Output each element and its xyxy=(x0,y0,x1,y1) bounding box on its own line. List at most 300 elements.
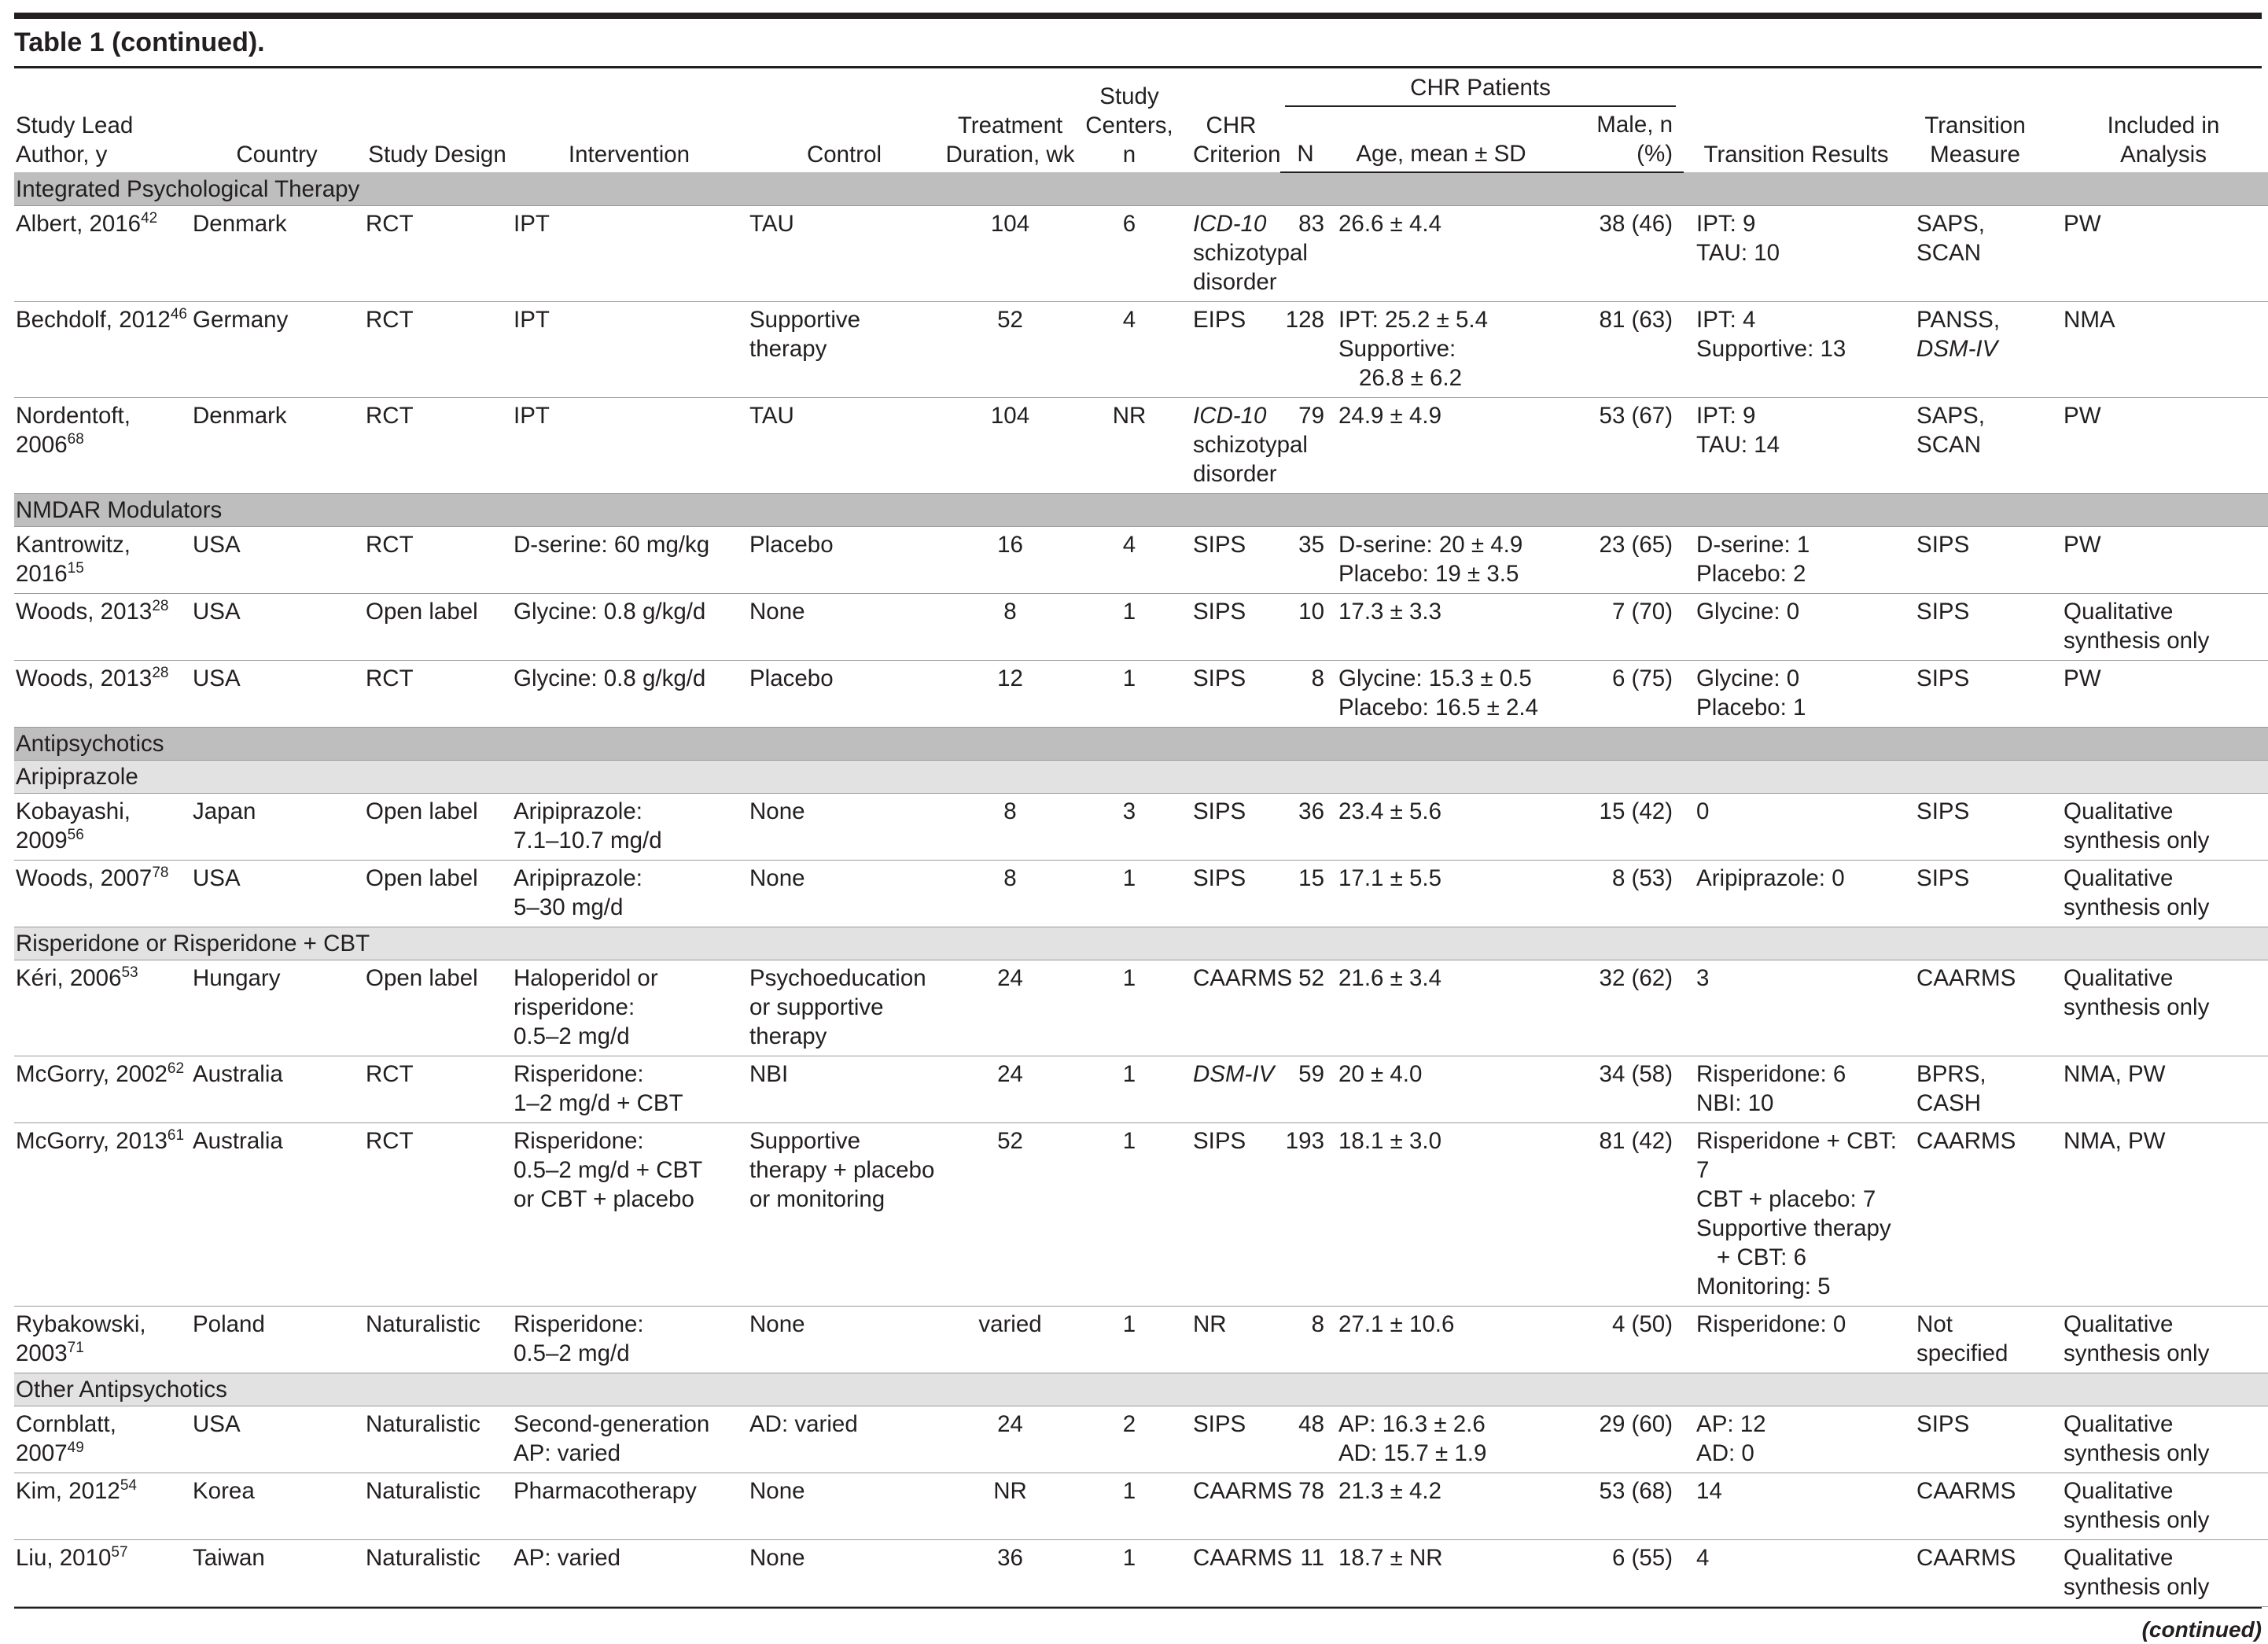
included-cell xyxy=(2042,302,2268,398)
measure-cell xyxy=(1913,302,2042,398)
criterion-italic-line: ICD-10 xyxy=(1193,403,1267,429)
col-centers-header: Study Centers, n xyxy=(1085,83,1173,168)
centers-cell: 2 xyxy=(1081,1406,1182,1473)
control-cell xyxy=(749,206,944,302)
included-cell xyxy=(2042,794,2268,861)
author-text: Cornblatt, 2007 xyxy=(16,1411,116,1466)
n-cell: 79 xyxy=(1280,398,1335,494)
author-cell xyxy=(14,861,193,927)
age-line: 17.3 ± 3.3 xyxy=(1338,599,1442,625)
transition-line: CBT + placebo: 7 xyxy=(1696,1186,1876,1212)
intervention-line: Risperidone: xyxy=(514,1311,644,1337)
country-cell: USA xyxy=(193,527,366,594)
intervention-cell xyxy=(514,206,749,302)
n-cell: 36 xyxy=(1280,794,1335,861)
duration-cell: 8 xyxy=(944,594,1081,661)
measure-line: CAARMS xyxy=(1916,1128,2016,1154)
reference-number: 57 xyxy=(111,1544,128,1561)
criterion-cell xyxy=(1182,1123,1280,1307)
reference-number: 28 xyxy=(152,665,169,682)
reference-number: 68 xyxy=(67,431,84,448)
control-cell xyxy=(749,661,944,728)
control-line: TAU xyxy=(749,403,794,429)
measure-cell xyxy=(1913,1307,2042,1373)
section-header-row xyxy=(14,172,2268,206)
included-line: PW xyxy=(2064,665,2101,691)
measure-cell xyxy=(1913,1123,2042,1307)
age-line: 20 ± 4.0 xyxy=(1338,1061,1423,1087)
criterion-cell xyxy=(1182,527,1280,594)
age-cell xyxy=(1335,960,1552,1056)
control-line: None xyxy=(749,1478,805,1504)
section-header-row xyxy=(14,728,2268,761)
reference-number: 62 xyxy=(167,1060,185,1078)
country-cell: USA xyxy=(193,1406,366,1473)
included-line: PW xyxy=(2064,403,2101,429)
male-cell: 6 (75) xyxy=(1552,661,1684,728)
included-line: NMA, PW xyxy=(2064,1061,2166,1087)
design-cell: Open label xyxy=(366,594,514,661)
included-line: Qualitative xyxy=(2064,798,2174,824)
measure-cell xyxy=(1913,398,2042,494)
n-cell: 193 xyxy=(1280,1123,1335,1307)
control-cell xyxy=(749,960,944,1056)
criterion-line: SIPS xyxy=(1193,599,1246,625)
measure-line: CAARMS xyxy=(1916,1545,2016,1571)
intervention-line: or CBT + placebo xyxy=(514,1186,694,1212)
transition-cell xyxy=(1684,302,1913,398)
col-author-header: Study Lead Author, y xyxy=(16,112,134,168)
control-line: Supportive xyxy=(749,307,861,333)
author-text: Albert, 2016 xyxy=(16,211,142,237)
criterion-line: SIPS xyxy=(1193,532,1246,558)
control-line: None xyxy=(749,1311,805,1337)
age-line: Glycine: 15.3 ± 0.5 xyxy=(1338,665,1532,691)
control-cell xyxy=(749,1123,944,1307)
table-caption: Table 1 (continued). xyxy=(14,27,2262,68)
study-table xyxy=(14,68,2268,1607)
design-cell: Naturalistic xyxy=(366,1473,514,1540)
intervention-line: Haloperidol or xyxy=(514,965,658,991)
age-line: 26.6 ± 4.4 xyxy=(1338,211,1442,237)
transition-line: D-serine: 1 xyxy=(1696,532,1810,558)
n-cell: 59 xyxy=(1280,1056,1335,1123)
centers-cell: 1 xyxy=(1081,1123,1182,1307)
age-cell xyxy=(1335,1123,1552,1307)
col-male-header: Male, n (%) xyxy=(1552,110,1684,172)
measure-line: SIPS xyxy=(1916,532,1970,558)
transition-line: Risperidone: 6 xyxy=(1696,1061,1846,1087)
control-line: None xyxy=(749,1545,805,1571)
transition-line: 14 xyxy=(1696,1478,1722,1504)
transition-line: Glycine: 0 xyxy=(1696,665,1800,691)
intervention-line: 0.5–2 mg/d + CBT xyxy=(514,1157,703,1183)
intervention-line: 5–30 mg/d xyxy=(514,894,624,920)
continued-note: (continued) xyxy=(14,1607,2262,1644)
age-line: 24.9 ± 4.9 xyxy=(1338,403,1442,429)
table-row xyxy=(14,1473,2268,1540)
age-line: 26.8 ± 6.2 xyxy=(1359,365,1463,391)
control-cell xyxy=(749,302,944,398)
intervention-cell xyxy=(514,861,749,927)
measure-cell xyxy=(1913,794,2042,861)
male-cell: 23 (65) xyxy=(1552,527,1684,594)
measure-line: BPRS, xyxy=(1916,1061,1986,1087)
table-body xyxy=(14,172,2268,1607)
table-row xyxy=(14,206,2268,302)
male-cell: 34 (58) xyxy=(1552,1056,1684,1123)
included-line: Qualitative xyxy=(2064,1311,2174,1337)
intervention-cell xyxy=(514,1056,749,1123)
country-cell: Hungary xyxy=(193,960,366,1056)
included-cell xyxy=(2042,1473,2268,1540)
control-cell xyxy=(749,1540,944,1607)
design-cell: RCT xyxy=(366,1056,514,1123)
male-cell: 81 (63) xyxy=(1552,302,1684,398)
transition-cell xyxy=(1684,1307,1913,1373)
included-cell xyxy=(2042,960,2268,1056)
measure-cell xyxy=(1913,206,2042,302)
intervention-cell xyxy=(514,1540,749,1607)
centers-cell: 1 xyxy=(1081,1473,1182,1540)
control-line: None xyxy=(749,599,805,625)
intervention-cell xyxy=(514,527,749,594)
included-line: Qualitative xyxy=(2064,865,2174,891)
centers-cell: 1 xyxy=(1081,1540,1182,1607)
n-cell: 8 xyxy=(1280,1307,1335,1373)
reference-number: 28 xyxy=(152,598,169,615)
transition-line: IPT: 9 xyxy=(1696,403,1756,429)
design-cell: RCT xyxy=(366,661,514,728)
measure-cell xyxy=(1913,861,2042,927)
male-cell: 6 (55) xyxy=(1552,1540,1684,1607)
intervention-line: AP: varied xyxy=(514,1545,621,1571)
transition-line: AP: 12 xyxy=(1696,1411,1766,1437)
included-line: Qualitative xyxy=(2064,1411,2174,1437)
criterion-line: disorder xyxy=(1193,461,1277,487)
criterion-line: schizotypal xyxy=(1193,240,1308,266)
n-cell: 128 xyxy=(1280,302,1335,398)
intervention-line: IPT xyxy=(514,211,550,237)
design-cell: RCT xyxy=(366,527,514,594)
criterion-cell xyxy=(1182,1056,1280,1123)
col-criterion-header: CHR Criterion xyxy=(1193,112,1281,168)
duration-cell: 12 xyxy=(944,661,1081,728)
duration-cell: 8 xyxy=(944,794,1081,861)
subsection-label: Risperidone or Risperidone + CBT xyxy=(14,927,2268,960)
intervention-line: 0.5–2 mg/d xyxy=(514,1023,630,1049)
transition-cell xyxy=(1684,398,1913,494)
male-cell: 7 (70) xyxy=(1552,594,1684,661)
author-cell xyxy=(14,1056,193,1123)
included-cell xyxy=(2042,594,2268,661)
male-cell: 15 (42) xyxy=(1552,794,1684,861)
control-line: None xyxy=(749,798,805,824)
criterion-cell xyxy=(1182,398,1308,494)
centers-cell: 1 xyxy=(1081,1307,1182,1373)
included-line: Qualitative xyxy=(2064,965,2174,991)
country-cell: Australia xyxy=(193,1123,366,1307)
author-cell xyxy=(14,1473,193,1540)
measure-cell xyxy=(1913,960,2042,1056)
age-line: Placebo: 19 ± 3.5 xyxy=(1338,561,1519,587)
measure-line: PANSS, xyxy=(1916,307,2001,333)
measure-italic-line: DSM-IV xyxy=(1916,336,1998,362)
control-line: therapy xyxy=(749,1023,827,1049)
included-line: Qualitative xyxy=(2064,1478,2174,1504)
n-cell: 35 xyxy=(1280,527,1335,594)
centers-cell: 1 xyxy=(1081,594,1182,661)
measure-line: SCAN xyxy=(1916,240,1981,266)
intervention-line: risperidone: xyxy=(514,994,635,1020)
author-cell xyxy=(14,794,193,861)
centers-cell: 1 xyxy=(1081,1056,1182,1123)
measure-line: Not xyxy=(1916,1311,1953,1337)
duration-cell: 52 xyxy=(944,1123,1081,1307)
included-cell xyxy=(2042,1123,2268,1307)
centers-cell: 6 xyxy=(1081,206,1182,302)
n-cell: 48 xyxy=(1280,1406,1335,1473)
table-row xyxy=(14,794,2268,861)
criterion-italic-line: ICD-10 xyxy=(1193,211,1267,237)
age-line: Placebo: 16.5 ± 2.4 xyxy=(1338,695,1539,721)
design-cell: Open label xyxy=(366,794,514,861)
centers-cell: 1 xyxy=(1081,960,1182,1056)
section-label: Antipsychotics xyxy=(14,728,2268,761)
control-line: or supportive xyxy=(749,994,884,1020)
criterion-cell xyxy=(1182,794,1280,861)
measure-line: CASH xyxy=(1916,1090,1981,1116)
reference-number: 71 xyxy=(67,1340,84,1357)
age-line: 18.1 ± 3.0 xyxy=(1338,1128,1442,1154)
author-text: Kantrowitz, 2016 xyxy=(16,532,131,587)
duration-cell: 8 xyxy=(944,861,1081,927)
included-cell xyxy=(2042,661,2268,728)
measure-cell xyxy=(1913,1540,2042,1607)
design-cell: RCT xyxy=(366,398,514,494)
intervention-line: 7.1–10.7 mg/d xyxy=(514,828,662,853)
intervention-line: Risperidone: xyxy=(514,1128,644,1154)
country-cell: Denmark xyxy=(193,398,366,494)
country-cell: Taiwan xyxy=(193,1540,366,1607)
criterion-cell xyxy=(1182,1540,1293,1607)
age-line: IPT: 25.2 ± 5.4 xyxy=(1338,307,1489,333)
reference-number: 54 xyxy=(120,1477,137,1495)
author-cell xyxy=(14,1307,193,1373)
transition-line: Monitoring: 5 xyxy=(1696,1274,1831,1299)
transition-line: IPT: 4 xyxy=(1696,307,1756,333)
age-line: 21.6 ± 3.4 xyxy=(1338,965,1442,991)
control-line: therapy + placebo xyxy=(749,1157,935,1183)
author-cell xyxy=(14,527,193,594)
age-cell xyxy=(1335,1307,1552,1373)
table-row xyxy=(14,1406,2268,1473)
intervention-line: Aripiprazole: xyxy=(514,798,642,824)
age-cell xyxy=(1335,206,1552,302)
table-row xyxy=(14,1307,2268,1373)
country-cell: USA xyxy=(193,594,366,661)
intervention-line: Glycine: 0.8 g/kg/d xyxy=(514,599,706,625)
reference-number: 46 xyxy=(170,306,187,323)
n-cell: 15 xyxy=(1280,861,1335,927)
transition-line: Risperidone + CBT: 7 xyxy=(1696,1128,1898,1183)
country-cell: Australia xyxy=(193,1056,366,1123)
table-row xyxy=(14,960,2268,1056)
criterion-line: disorder xyxy=(1193,269,1277,295)
criterion-cell xyxy=(1182,206,1308,302)
criterion-line: SIPS xyxy=(1193,1128,1246,1154)
included-line: PW xyxy=(2064,532,2101,558)
table-row xyxy=(14,398,2268,494)
male-cell: 38 (46) xyxy=(1552,206,1684,302)
centers-cell: 4 xyxy=(1081,302,1182,398)
criterion-line: schizotypal xyxy=(1193,432,1308,458)
duration-cell: 52 xyxy=(944,302,1081,398)
intervention-line: Pharmacotherapy xyxy=(514,1478,697,1504)
subsection-header-row xyxy=(14,761,2268,794)
author-cell xyxy=(14,960,193,1056)
author-text: Woods, 2007 xyxy=(16,865,153,891)
control-line: NBI xyxy=(749,1061,789,1087)
design-cell: Open label xyxy=(366,861,514,927)
col-control-header: Control xyxy=(806,142,882,168)
transition-cell xyxy=(1684,206,1913,302)
intervention-cell xyxy=(514,960,749,1056)
duration-cell: varied xyxy=(944,1307,1081,1373)
country-cell: Poland xyxy=(193,1307,366,1373)
transition-line: 0 xyxy=(1696,798,1710,824)
country-cell: USA xyxy=(193,661,366,728)
age-cell xyxy=(1335,1473,1552,1540)
country-cell: Japan xyxy=(193,794,366,861)
intervention-line: Risperidone: xyxy=(514,1061,644,1087)
transition-cell xyxy=(1684,661,1913,728)
n-cell: 83 xyxy=(1280,206,1335,302)
male-cell: 4 (50) xyxy=(1552,1307,1684,1373)
author-text: Bechdolf, 2012 xyxy=(16,307,171,333)
transition-line: Placebo: 1 xyxy=(1696,695,1806,721)
included-line: synthesis only xyxy=(2064,628,2210,654)
control-cell xyxy=(749,1307,944,1373)
centers-cell: 1 xyxy=(1081,861,1182,927)
included-line: synthesis only xyxy=(2064,994,2210,1020)
transition-cell xyxy=(1684,960,1913,1056)
control-cell xyxy=(749,398,944,494)
measure-line: CAARMS xyxy=(1916,965,2016,991)
age-cell xyxy=(1335,661,1552,728)
criterion-cell xyxy=(1182,1473,1293,1540)
author-text: McGorry, 2002 xyxy=(16,1061,168,1087)
intervention-line: D-serine: 60 mg/kg xyxy=(514,532,710,558)
intervention-cell xyxy=(514,398,749,494)
author-cell xyxy=(14,398,193,494)
included-line: Qualitative xyxy=(2064,1545,2174,1571)
author-text: Kim, 2012 xyxy=(16,1478,120,1504)
measure-line: SIPS xyxy=(1916,865,1970,891)
intervention-cell xyxy=(514,1307,749,1373)
transition-line: Aripiprazole: 0 xyxy=(1696,865,1845,891)
duration-cell: 24 xyxy=(944,960,1081,1056)
transition-cell xyxy=(1684,794,1913,861)
table-page xyxy=(14,13,2262,1644)
control-line: AD: varied xyxy=(749,1411,858,1437)
n-cell: 8 xyxy=(1280,661,1335,728)
age-cell xyxy=(1335,398,1552,494)
included-line: synthesis only xyxy=(2064,1440,2210,1466)
control-cell xyxy=(749,594,944,661)
age-line: D-serine: 20 ± 4.9 xyxy=(1338,532,1523,558)
country-cell: USA xyxy=(193,861,366,927)
control-line: TAU xyxy=(749,211,794,237)
criterion-line: SIPS xyxy=(1193,665,1246,691)
country-cell: Korea xyxy=(193,1473,366,1540)
criterion-line: SIPS xyxy=(1193,798,1246,824)
centers-cell: 4 xyxy=(1081,527,1182,594)
male-cell: 53 (68) xyxy=(1552,1473,1684,1540)
design-cell: Naturalistic xyxy=(366,1307,514,1373)
col-age-header: Age, mean ± SD xyxy=(1335,110,1552,172)
author-cell xyxy=(14,1540,193,1607)
author-cell xyxy=(14,206,193,302)
criterion-line: NR xyxy=(1193,1311,1227,1337)
author-text: Kéri, 2006 xyxy=(16,965,122,991)
transition-cell xyxy=(1684,527,1913,594)
table-row xyxy=(14,302,2268,398)
criterion-line: CAARMS xyxy=(1193,965,1293,991)
transition-line: NBI: 10 xyxy=(1696,1090,1774,1116)
author-cell xyxy=(14,1406,193,1473)
age-line: 17.1 ± 5.5 xyxy=(1338,865,1442,891)
age-line: 18.7 ± NR xyxy=(1338,1545,1443,1571)
centers-cell: 1 xyxy=(1081,661,1182,728)
chr-patients-header xyxy=(1280,68,1684,110)
transition-cell xyxy=(1684,594,1913,661)
country-cell: Germany xyxy=(193,302,366,398)
table-row xyxy=(14,1056,2268,1123)
age-line: 21.3 ± 4.2 xyxy=(1338,1478,1442,1504)
intervention-cell xyxy=(514,794,749,861)
measure-cell xyxy=(1913,1056,2042,1123)
control-cell xyxy=(749,794,944,861)
included-line: NMA, PW xyxy=(2064,1128,2166,1154)
intervention-line: AP: varied xyxy=(514,1440,621,1466)
centers-cell: 3 xyxy=(1081,794,1182,861)
intervention-cell xyxy=(514,302,749,398)
intervention-cell xyxy=(514,1406,749,1473)
criterion-line: SIPS xyxy=(1193,865,1246,891)
reference-number: 15 xyxy=(67,560,84,577)
author-text: Nordentoft, 2006 xyxy=(16,403,131,458)
criterion-line: CAARMS xyxy=(1193,1478,1293,1504)
intervention-cell xyxy=(514,661,749,728)
measure-line: SIPS xyxy=(1916,599,1970,625)
measure-cell xyxy=(1913,1473,2042,1540)
measure-line: specified xyxy=(1916,1340,2008,1366)
included-line: synthesis only xyxy=(2064,1340,2210,1366)
control-line: Psychoeducation xyxy=(749,965,926,991)
transition-line: Supportive: 13 xyxy=(1696,336,1846,362)
table-row xyxy=(14,661,2268,728)
reference-number: 53 xyxy=(121,964,138,982)
intervention-cell xyxy=(514,594,749,661)
age-line: AP: 16.3 ± 2.6 xyxy=(1338,1411,1486,1437)
subsection-label: Aripiprazole xyxy=(14,761,2268,794)
reference-number: 61 xyxy=(167,1127,185,1145)
subsection-header-row xyxy=(14,927,2268,960)
male-cell: 8 (53) xyxy=(1552,861,1684,927)
centers-cell: NR xyxy=(1081,398,1182,494)
col-design-header: Study Design xyxy=(368,142,506,168)
